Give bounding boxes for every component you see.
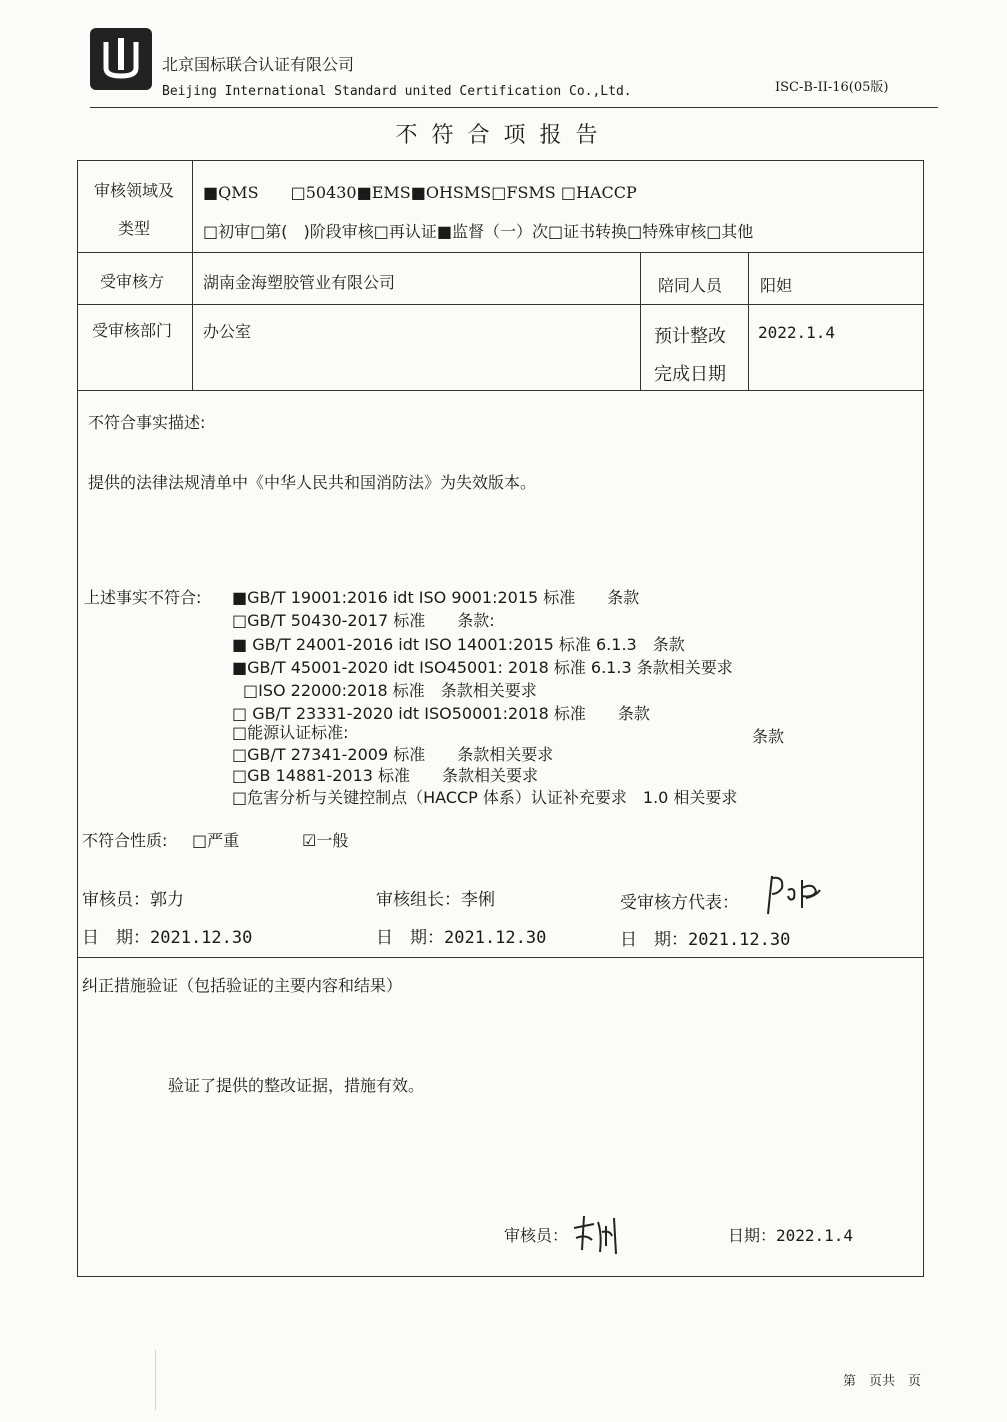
page-title: 不符合项报告	[395, 123, 612, 148]
escort-value: 阳妲	[760, 276, 793, 295]
verifier-signature	[568, 1212, 630, 1258]
nature-label: 不符合性质:	[82, 831, 168, 850]
standard-item: □危害分析与关键控制点（HACCP 体系）认证补充要求 1.0 相关要求	[232, 788, 738, 807]
team-leader-name: 审核组长：李俐	[376, 890, 495, 910]
binding-edge	[155, 1350, 156, 1410]
col-divider	[640, 252, 641, 390]
row-divider	[77, 390, 923, 391]
due-date: 2022.1.4	[758, 323, 836, 342]
isc-logo-icon	[90, 28, 152, 90]
domain-label-2: 类型	[118, 219, 151, 238]
header-rule	[90, 107, 938, 108]
auditor-date: 日 期：2021.12.30	[82, 928, 253, 948]
desc-label: 不符合事实描述:	[88, 413, 206, 432]
col-divider	[748, 252, 749, 390]
audit-type-options: □初审□第( )阶段审核□再认证■监督（一）次□证书转换□特殊审核□其他	[203, 222, 754, 241]
row-divider	[77, 957, 923, 958]
due-label: 预计整改	[654, 326, 726, 347]
standard-item: □GB 14881-2013 标准 条款相关要求	[232, 766, 539, 785]
auditee-rep-label: 受审核方代表：	[620, 893, 739, 913]
auditor-name: 审核员：郭力	[82, 890, 184, 910]
verification-date: 日期：2022.1.4	[728, 1226, 854, 1245]
form-number: ISC-B-II-16(05版)	[775, 80, 889, 95]
verifier-label: 审核员：	[504, 1226, 569, 1245]
page-number: 第 页共 页	[843, 1374, 922, 1389]
verification-result: 验证了提供的整改证据，措施有效。	[168, 1076, 425, 1095]
dept-label: 受审核部门	[92, 321, 173, 340]
auditee-label: 受审核方	[100, 272, 165, 291]
nature-general-checkbox: ☑一般	[302, 831, 349, 850]
due-label-2: 完成日期	[654, 364, 726, 385]
standard-item: □GB/T 27341-2009 标准 条款相关要求	[232, 745, 554, 764]
standard-item: □GB/T 50430-2017 标准 条款:	[232, 611, 495, 630]
dept-value: 办公室	[203, 322, 252, 341]
domain-options: ■QMS □50430■EMS■OHSMS□FSMS □HACCP	[203, 183, 637, 202]
auditee-value: 湖南金海塑胶管业有限公司	[203, 273, 396, 292]
standard-item: ■GB/T 45001-2020 idt ISO45001: 2018 标准 6.1.3 条款相关要求	[232, 658, 733, 677]
desc-text: 提供的法律法规清单中《中华人民共和国消防法》为失效版本。	[88, 473, 537, 492]
standard-item: □ISO 22000:2018 标准 条款相关要求	[243, 681, 537, 700]
row-divider	[77, 304, 923, 305]
standard-item: ■ GB/T 24001-2016 idt ISO 14001:2015 标准 6.1.3 条款	[232, 635, 685, 654]
col-divider	[192, 160, 193, 390]
row-divider	[77, 252, 923, 253]
escort-label: 陪同人员	[658, 276, 723, 295]
standard-item: □能源认证标准:	[232, 723, 349, 742]
domain-label: 审核领域及	[94, 181, 175, 200]
leader-date: 日 期：2021.12.30	[376, 928, 547, 948]
standard-item: □ GB/T 23331-2020 idt ISO50001:2018 标准 条款	[232, 704, 650, 723]
nature-serious-checkbox: □严重	[192, 831, 240, 850]
auditee-rep-signature	[758, 868, 828, 918]
energy-clause: 条款	[752, 727, 785, 746]
company-name-cn: 北京国标联合认证有限公司	[162, 55, 355, 74]
verification-label: 纠正措施验证（包括验证的主要内容和结果）	[82, 976, 403, 995]
rep-date: 日 期：2021.12.30	[620, 930, 791, 950]
standard-item: ■GB/T 19001:2016 idt ISO 9001:2015 标准 条款	[232, 588, 640, 607]
basis-label: 上述事实不符合:	[84, 588, 202, 607]
company-name-en: Beijing International Standard united Certification Co.,Ltd.	[162, 84, 632, 99]
